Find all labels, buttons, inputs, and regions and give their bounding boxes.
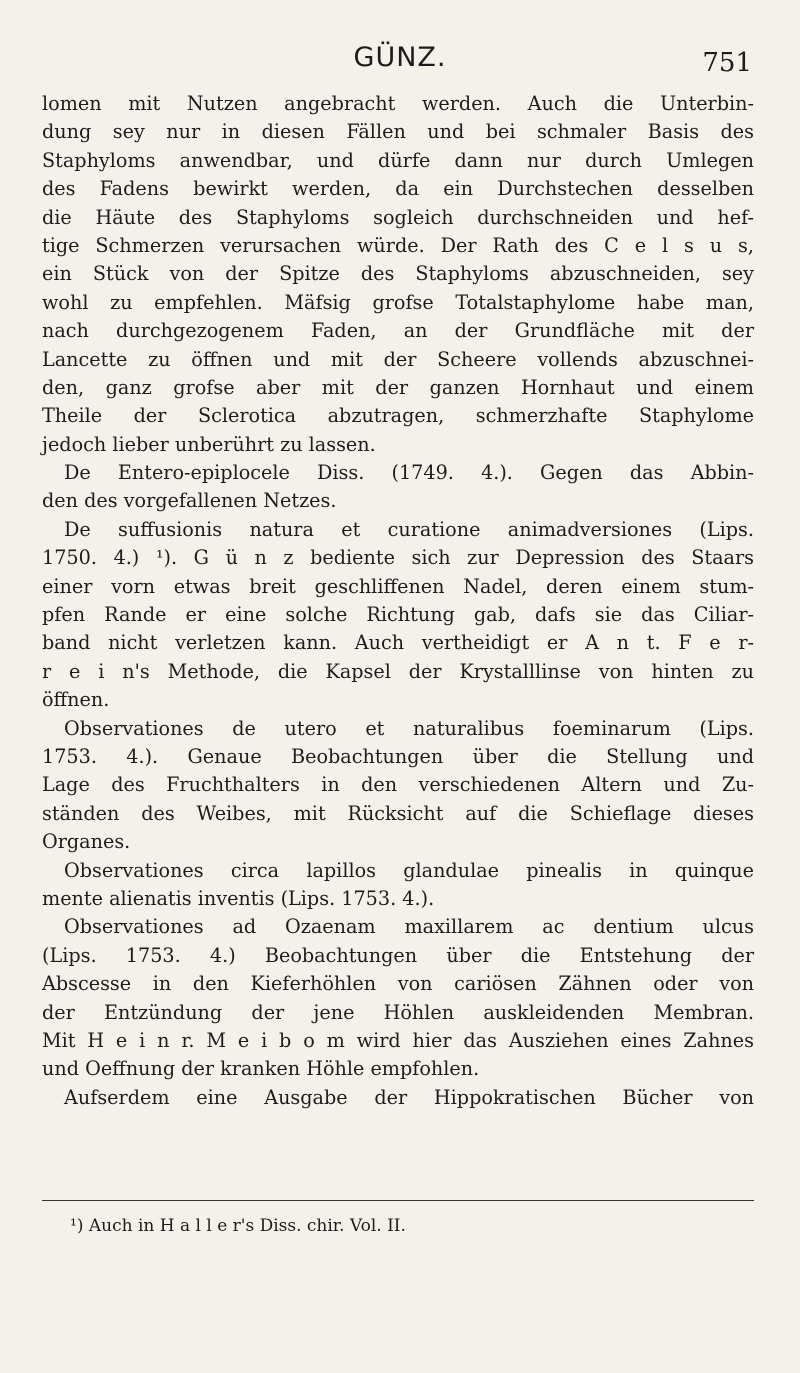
- text-line: öffnen.: [42, 688, 110, 712]
- text-line: dung sey nur in diesen Fällen und bei schmaler Basis des: [42, 120, 754, 144]
- footnote-rule: [42, 1200, 754, 1201]
- text-line: Lage des Fruchthalters in den verschiedenen Altern und Zu-: [42, 773, 754, 797]
- text-line: Staphyloms anwendbar, und dürfe dann nur durch Umlegen: [42, 148, 754, 172]
- text-line: Observationes circa lapillos glandulae pinealis in quinque: [64, 858, 754, 882]
- text-line: 1750. 4.) ¹). G ü n z bediente sich zur Depression des Staars: [42, 546, 754, 570]
- text-line: Organes.: [42, 830, 131, 854]
- text-line: ein Stück von der Spitze des Staphyloms abzuschneiden, sey: [42, 262, 754, 286]
- text-line: Theile der Sclerotica abzutragen, schmerzhafte Staphylome: [42, 404, 754, 428]
- text-line: wohl zu empfehlen. Mäfsig grofse Totalstaphylome habe man,: [42, 290, 754, 314]
- text-line: Abscesse in den Kieferhöhlen von cariösen Zähnen oder von: [42, 972, 754, 996]
- text-line: Observationes de utero et naturalibus foeminarum (Lips.: [64, 716, 754, 740]
- text-line: den, ganz grofse aber mit der ganzen Hornhaut und einem: [42, 375, 754, 399]
- text-line: der Entzündung der jene Höhlen auskleidenden Membran.: [42, 1000, 754, 1024]
- text-line: Observationes ad Ozaenam maxillarem ac dentium ulcus: [64, 915, 754, 939]
- text-line: nach durchgezogenem Faden, an der Grundfläche mit der: [42, 319, 754, 343]
- text-line: Mit H e i n r. M e i b o m wird hier das Ausziehen eines Zahnes: [42, 1028, 754, 1052]
- page-number: 751: [702, 48, 752, 78]
- text-line: De Entero-epiplocele Diss. (1749. 4.). Gegen das Abbin-: [64, 461, 754, 485]
- text-line: die Häute des Staphyloms sogleich durchschneiden und hef-: [42, 205, 754, 229]
- running-head: [0, 42, 800, 82]
- text-line: 1753. 4.). Genaue Beobachtungen über die Stellung und: [42, 744, 754, 768]
- text-line: mente alienatis inventis (Lips. 1753. 4.).: [42, 886, 435, 910]
- text-line: De suffusionis natura et curatione animadversiones (Lips.: [64, 517, 754, 541]
- body-text: [42, 90, 754, 1112]
- text-line: r e i n's Methode, die Kapsel der Krystalllinse von hinten zu: [42, 659, 754, 683]
- running-title: GÜNZ.: [353, 42, 447, 73]
- text-line: ständen des Weibes, mit Rücksicht auf die Schieflage dieses: [42, 801, 754, 825]
- text-line: lomen mit Nutzen angebracht werden. Auch die Unterbin-: [42, 92, 754, 115]
- text-line: jedoch lieber unberührt zu lassen.: [42, 432, 376, 456]
- footnote: ¹) Auch in H a l l e r's Diss. chir. Vol. II.: [70, 1216, 406, 1236]
- text-line: und Oeffnung der kranken Höhle empfohlen.: [42, 1057, 480, 1081]
- text-line: pfen Rande er eine solche Richtung gab, dafs sie das Ciliar-: [42, 603, 754, 627]
- text-line: Lancette zu öffnen und mit der Scheere vollends abzuschnei-: [42, 347, 754, 371]
- text-line: den des vorgefallenen Netzes.: [42, 489, 337, 513]
- text-line: des Fadens bewirkt werden, da ein Durchstechen desselben: [42, 177, 754, 201]
- text-line: Aufserdem eine Ausgabe der Hippokratischen Bücher von: [64, 1085, 754, 1109]
- text-line: einer vorn etwas breit geschliffenen Nadel, deren einem stum-: [42, 574, 754, 598]
- text-line: tige Schmerzen verursachen würde. Der Rath des C e l s u s,: [42, 233, 754, 257]
- text-line: (Lips. 1753. 4.) Beobachtungen über die Entstehung der: [42, 943, 754, 967]
- text-line: band nicht verletzen kann. Auch vertheidigt er A n t. F e r-: [42, 631, 754, 655]
